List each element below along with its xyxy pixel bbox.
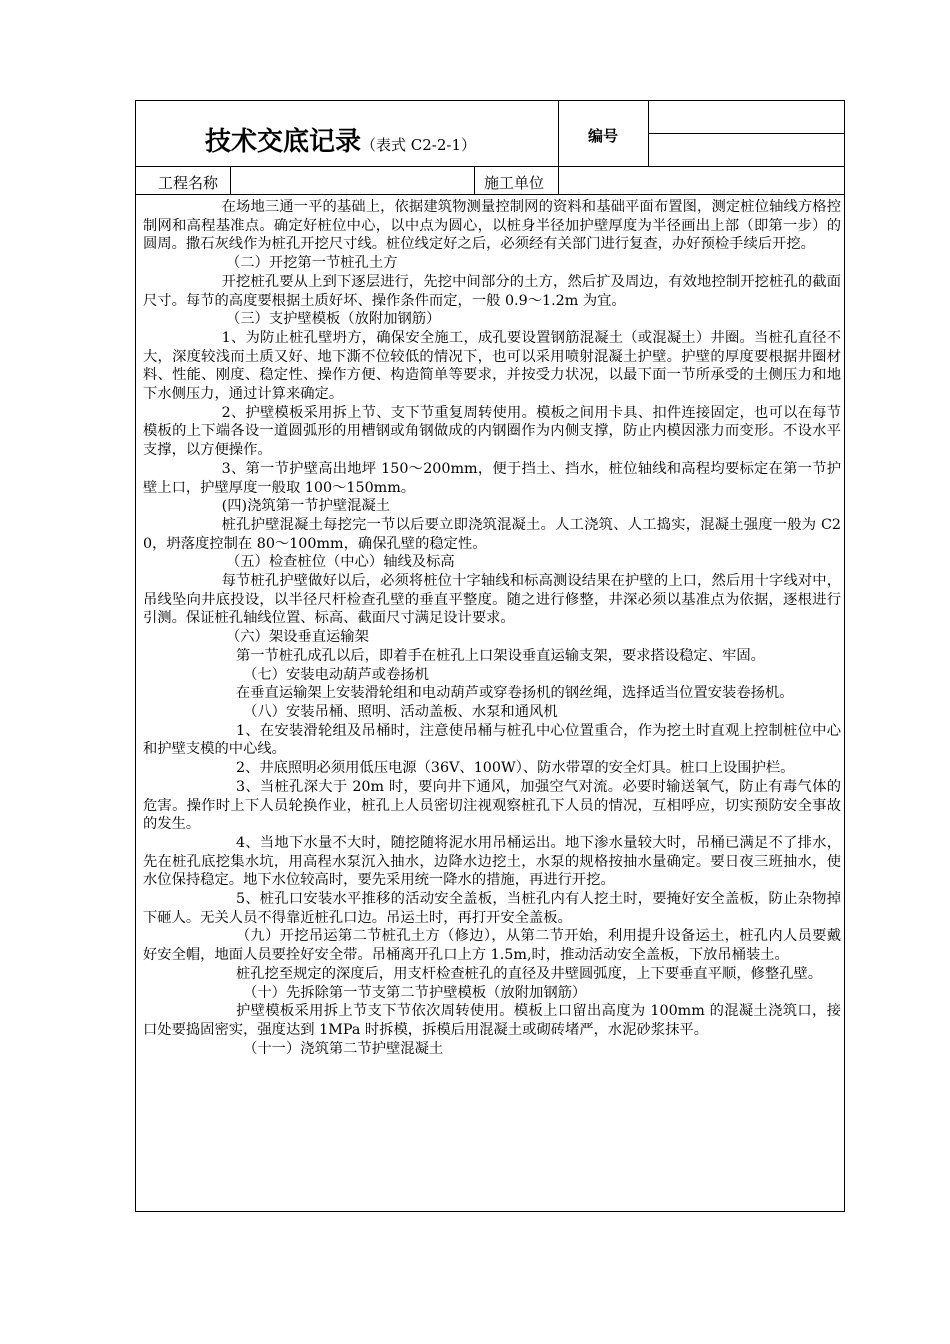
content-paragraph: （九）开挖吊运第二节桩孔土方（修边），从第二节开始，利用提升设备运土，桩孔内人员要戴好安全帽，地面人员要拴好安全带。吊桶离开孔口上方 1.5m,时，推动活动安全盖板，下放吊桶装土。: [143, 928, 841, 964]
project-name-field[interactable]: [236, 172, 468, 190]
content-paragraph: 桩孔挖至规定的深度后，用支杆检查桩孔的直径及井壁圆弧度，上下要垂直平顺，修整孔壁。: [235, 965, 823, 982]
form-code: （表式 C2-2-1）: [361, 136, 477, 154]
content-paragraph: （二）开挖第一节桩孔土方: [225, 255, 398, 272]
content-paragraph: (四)浇筑第一节护壁混凝土: [221, 498, 391, 515]
content-paragraph: （十一）浇筑第二节护壁混凝土: [243, 1040, 444, 1057]
number-value-field[interactable]: [655, 140, 840, 160]
content-paragraph: 1、在安装滑轮组及吊桶时，注意使吊桶与桩孔中心位置重合，作为挖土时直观上控制桩位中心和护壁支模的中心线。: [143, 722, 841, 758]
number-label: 编号: [588, 127, 619, 145]
project-row-divider: [135, 194, 845, 195]
content-paragraph: 2、护壁模板采用拆上节、支下节重复周转使用。模板之间用卡具、扣件连接固定，也可以在每节模板的上下端各设一道圆弧形的用槽钢或角钢做成的内钢圈作为内侧支撑，防止内模因涨力而变形。不设水平支撑，以方便操作。: [143, 404, 841, 459]
header-divider: [135, 166, 845, 167]
content-paragraph: 3、第一节护壁高出地坪 150～200mm，便于挡土、挡水，桩位轴线和高程均要标定在第一节护壁上口，护壁厚度一般取 100～150mm。: [143, 460, 841, 496]
content-paragraph: （三）支护壁模板（放附加钢筋）: [225, 311, 441, 328]
project-name-label: 工程名称: [158, 174, 219, 192]
content-paragraph: 桩孔护壁混凝土每挖完一节以后要立即浇筑混凝土。人工浇筑、人工捣实，混凝土强度一般为 C20，坍落度控制在 80～100mm，确保孔壁的稳定性。: [143, 516, 841, 552]
content-paragraph: （十）先拆除第一节支第二节护壁模板（放附加钢筋）: [243, 984, 587, 1001]
content-paragraph: 开挖桩孔要从上到下逐层进行，先挖中间部分的土方，然后扩及周边，有效地控制开挖桩孔的截面尺寸。每节的高度要根据土质好坏、操作条件而定，一般 0.9～1.2m 为宜。: [143, 273, 841, 309]
content-paragraph: 2、井底照明必须用低压电源（36V、100W）、防水带罩的安全灯具。桩口上设围护栏。: [235, 760, 795, 777]
content-paragraph: 4、当地下水量不大时，随挖随将泥水用吊桶运出。地下渗水量较大时，吊桶已满足不了排水，先在桩孔底挖集水坑，用高程水泵沉入抽水，边降水边挖土，水泵的规格按抽水量确定。要日夜三班抽水，使水位保持稳定。地下水位较高时，要先采用统一降水的措施，再进行开挖。: [143, 834, 841, 889]
title-cell-divider: [558, 100, 559, 194]
content-paragraph: 5、桩孔口安装水平推移的活动安全盖板，当桩孔内有人挖土时，要掩好安全盖板，防止杂物掉下砸人。无关人员不得靠近桩孔口边。吊运土时，再打开安全盖板。: [143, 891, 841, 926]
number-label-divider: [648, 100, 649, 166]
content-paragraph: 第一节桩孔成孔以后，即着手在桩孔上口架设垂直运输支架，要求搭设稳定、牢固。: [235, 647, 765, 664]
content-paragraph: 3、当桩孔深大于 20m 时，要向井下通风，加强空气对流。必要时输送氧气，防止有毒气体的危害。操作时上下人员轮换作业，桩孔上人员密切注视观察桩孔下人员的情况，互相呼应，切实预防安全事故的发生。: [143, 778, 841, 833]
project-label-divider: [230, 166, 231, 194]
content-paragraph: 1、为防止桩孔壁坍方，确保安全施工，成孔要设置钢筋混凝土（或混凝土）井圈。当桩孔直径不大，深度较浅而土质又好、地下澌不位较低的情况下，也可以采用喷射混凝土护壁。护壁的厚度要根据井圈材料、性能、刚度、稳定性、操作方便、构造简单等要求，并按受力状况，以最下面一节所承受的土侧压力和地下水侧压力，通过计算来确定。: [143, 329, 841, 403]
title-text: 技术交底记录: [205, 127, 362, 157]
content-paragraph: 每节桩孔护壁做好以后，必须将桩位十字轴线和标高测设结果在护壁的上口，然后用十字线对中，吊线坠向井底投设，以半径尺杆检查孔壁的垂直平整度。随之进行修整，井深必须以基准点为依据，逐根进行引测。保证桩孔轴线位置、标高、截面尺寸满足设计要求。: [143, 573, 841, 627]
content-paragraph: （六）架设垂直运输架: [225, 629, 369, 646]
content-paragraph: （五）检查桩位（中心）轴线及标高: [225, 554, 455, 571]
document-title: [205, 121, 476, 158]
unit-label-left-divider: [474, 166, 475, 194]
content-paragraph: 在垂直运输架上安装滑轮组和电动葫芦或穿卷扬机的钢丝绳，选择适当位置安装卷扬机。: [235, 685, 794, 702]
content-paragraph: （七）安装电动葫芦或卷扬机: [243, 666, 429, 683]
construction-unit-field[interactable]: [564, 172, 839, 190]
construction-unit-label: 施工单位: [484, 174, 545, 192]
content-paragraph: （八）安装吊桶、照明、活动盖板、水泵和通风机: [243, 703, 558, 720]
disclosure-content: [143, 198, 841, 1058]
content-paragraph: 在场地三通一平的基础上，依据建筑物测量控制网的资料和基础平面布置图，测定桩位轴线方格控制网和高程基准点。确定好桩位中心，以中点为圆心，以桩身半径加护壁厚度为半径画出上部（即第一步）的圆周。撒石灰线作为桩孔开挖尺寸线。桩位线定好之后，必须经有关部门进行复查，办好预检手续后开挖。: [143, 199, 841, 253]
number-cell-divider: [648, 133, 845, 134]
content-paragraph: 护壁模板采用拆上节支下节依次周转使用。模板上口留出高度为 100mm 的混凝土浇筑口，接口处要捣固密实，强度达到 1MPa 时拆模，拆模后用混凝土或砌砖堵严，水泥砂浆抹平。: [143, 1003, 841, 1038]
